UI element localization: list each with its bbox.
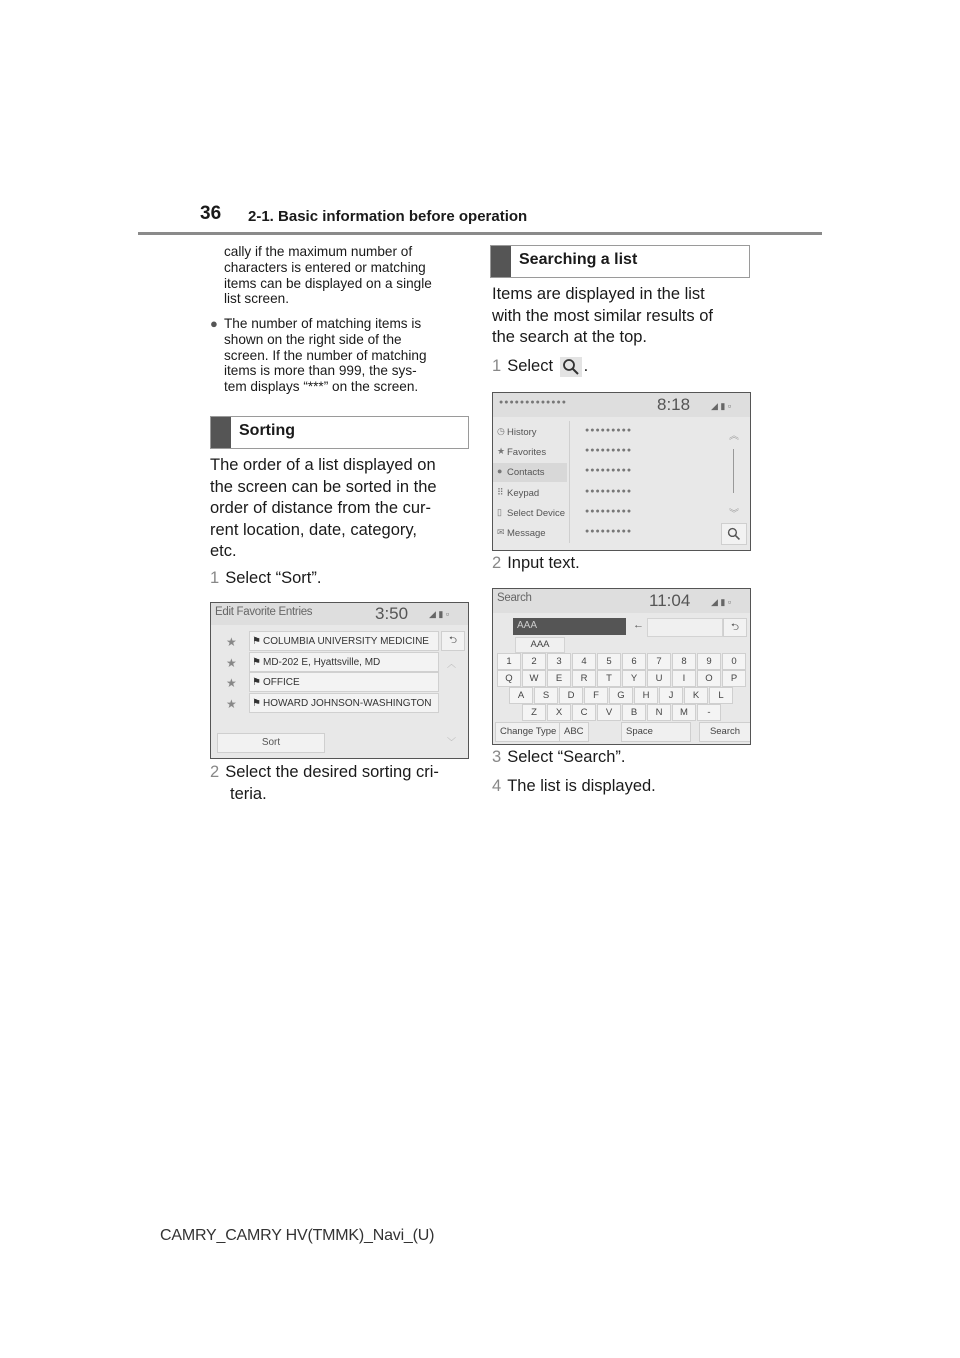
clock: 8:18 (657, 395, 691, 414)
sort-button[interactable]: Sort (217, 733, 325, 753)
key[interactable]: V (597, 704, 621, 721)
key[interactable]: 8 (672, 653, 696, 670)
search-list-screen (492, 392, 751, 551)
list-item[interactable]: ⚑ COLUMBIA UNIVERSITY MEDICINE (249, 631, 439, 651)
screen-title: Search (497, 592, 532, 604)
list-item[interactable]: ⚑ MD-202 E, Hyattsville, MD (249, 652, 439, 672)
key[interactable]: F (584, 687, 608, 704)
change-type-button[interactable]: Change Type (495, 722, 561, 742)
searching-body: Items are displayed in the list with the most similar results of the search at the top. (492, 285, 713, 346)
person-icon: ● (497, 466, 503, 476)
search-step-3: 3 Select “Search”. (492, 748, 626, 766)
key[interactable]: 0 (722, 653, 746, 670)
key[interactable]: N (647, 704, 671, 721)
sorting-step-2: 2 Select the desired sorting cri- teria. (210, 763, 439, 803)
key[interactable]: 7 (647, 653, 671, 670)
status-icons: ◢ ▮ ▫ (711, 597, 732, 607)
search-step-4: 4 The list is displayed. (492, 777, 656, 795)
edit-favorites-screen (210, 602, 469, 759)
search-step-1: 1 Select . (492, 357, 589, 375)
key[interactable]: S (534, 687, 558, 704)
status-icons: ◢ ▮ ▫ (711, 401, 732, 411)
key[interactable]: T (597, 670, 621, 687)
bullet-paragraph: The number of matching items is shown on the right side of the screen. If the number of matching items is more than 999, the sys- tem displays “***” on the screen. (224, 316, 427, 395)
scroll-down-icon[interactable]: ︾ (729, 509, 739, 520)
list-item[interactable]: ●●●●●●●●● (585, 508, 633, 515)
footer-model: CAMRY_CAMRY HV(TMMK)_Navi_(U) (160, 1227, 435, 1244)
flag-icon: ⚑ (252, 636, 261, 647)
key[interactable]: U (647, 670, 671, 687)
suggestion-item[interactable]: AAA (515, 637, 565, 653)
star-icon[interactable]: ★ (226, 656, 237, 670)
key[interactable]: P (722, 670, 746, 687)
search-icon (560, 357, 582, 377)
search-step-2: 2 Input text. (492, 554, 580, 572)
scrollbar[interactable] (733, 449, 734, 493)
sidebar-item-keypad[interactable]: ⠿ Keypad (497, 487, 540, 499)
list-item[interactable]: ●●●●●●●●● (585, 427, 633, 434)
search-button[interactable]: Search (699, 722, 751, 742)
key[interactable]: M (672, 704, 696, 721)
sorting-heading: Sorting (210, 416, 469, 449)
search-button[interactable] (721, 523, 747, 545)
space-button[interactable]: Space (621, 722, 691, 742)
search-keyboard-screen (492, 588, 751, 745)
sidebar-item-contacts[interactable]: ● Contacts (493, 463, 567, 482)
back-button[interactable] (723, 618, 747, 637)
key[interactable]: D (559, 687, 583, 704)
key[interactable]: E (547, 670, 571, 687)
key[interactable]: Y (622, 670, 646, 687)
clock: 11:04 (649, 591, 691, 610)
sidebar-item-select-device[interactable]: ▯ Select Device (497, 507, 566, 519)
back-button[interactable] (441, 631, 465, 651)
header-rule (138, 232, 822, 235)
phone-icon: ▯ (497, 507, 502, 517)
key[interactable]: X (547, 704, 571, 721)
key[interactable]: 6 (622, 653, 646, 670)
sidebar-item-favorites[interactable]: ★ Favorites (497, 446, 547, 458)
key[interactable]: 4 (572, 653, 596, 670)
clock-icon: ◷ (497, 426, 505, 436)
search-icon (727, 527, 741, 541)
back-icon: ⮌ (730, 622, 739, 633)
sidebar-item-message[interactable]: ✉ Message (497, 527, 546, 539)
list-item[interactable]: ⚑ OFFICE (249, 672, 439, 692)
key[interactable]: G (609, 687, 633, 704)
key[interactable]: Z (522, 704, 546, 721)
key[interactable]: R (572, 670, 596, 687)
sorting-step-1: 1 Select “Sort”. (210, 569, 322, 587)
key[interactable]: C (572, 704, 596, 721)
searching-heading: Searching a list (490, 245, 750, 278)
scroll-up-icon[interactable]: ︿ (447, 659, 457, 669)
sidebar-item-history[interactable]: ◷ History (497, 426, 537, 438)
keypad-icon: ⠿ (497, 487, 504, 497)
star-icon: ★ (497, 446, 506, 456)
list-item[interactable]: ⚑ HOWARD JOHNSON-WASHINGTON (249, 693, 439, 713)
key[interactable]: L (709, 687, 733, 704)
key[interactable]: 3 (547, 653, 571, 670)
screen-title: Edit Favorite Entries (215, 606, 313, 618)
list-item[interactable]: ●●●●●●●●● (585, 528, 633, 535)
key[interactable]: 5 (597, 653, 621, 670)
flag-icon: ⚑ (252, 657, 261, 668)
list-item[interactable]: ●●●●●●●●● (585, 488, 633, 495)
key[interactable]: A (509, 687, 533, 704)
key[interactable]: - (697, 704, 721, 721)
star-icon[interactable]: ★ (226, 635, 237, 649)
flag-icon: ⚑ (252, 677, 261, 688)
backspace-icon[interactable]: ← (633, 619, 644, 631)
page-number: 36 (200, 203, 222, 224)
key[interactable]: I (672, 670, 696, 687)
scroll-up-icon[interactable]: ︽ (729, 431, 739, 442)
list-item[interactable]: ●●●●●●●●● (585, 447, 633, 454)
list-item[interactable]: ●●●●●●●●● (585, 467, 633, 474)
key[interactable]: J (659, 687, 683, 704)
key[interactable]: O (697, 670, 721, 687)
key[interactable]: B (622, 704, 646, 721)
key[interactable]: Q (497, 670, 521, 687)
key[interactable]: W (522, 670, 546, 687)
star-icon[interactable]: ★ (226, 697, 237, 711)
search-input[interactable]: AAA (513, 618, 626, 635)
continued-paragraph: cally if the maximum number of characters is entered or matching items can be displayed on a single list screen. (224, 244, 432, 307)
section-title: 2-1. Basic information before operation (248, 208, 528, 225)
flag-icon: ⚑ (252, 698, 261, 709)
abc-button[interactable]: ABC (559, 722, 589, 742)
bullet-icon: ● (210, 316, 218, 331)
key[interactable]: 9 (697, 653, 721, 670)
scroll-down-icon[interactable]: ﹀ (447, 737, 457, 747)
screen-title: ●●●●●●●●●●●●● (499, 399, 567, 406)
sorting-body: The order of a list displayed on the screen can be sorted in the order of distance from the cur- rent location, date, category, etc. (210, 456, 437, 560)
clock: 3:50 (375, 604, 409, 623)
key[interactable]: K (684, 687, 708, 704)
key[interactable]: H (634, 687, 658, 704)
key[interactable]: 1 (497, 653, 521, 670)
back-icon: ⮌ (448, 635, 457, 646)
status-icons: ◢ ▮ ▫ (429, 609, 450, 619)
message-icon: ✉ (497, 527, 505, 537)
star-icon[interactable]: ★ (226, 676, 237, 690)
key[interactable]: 2 (522, 653, 546, 670)
